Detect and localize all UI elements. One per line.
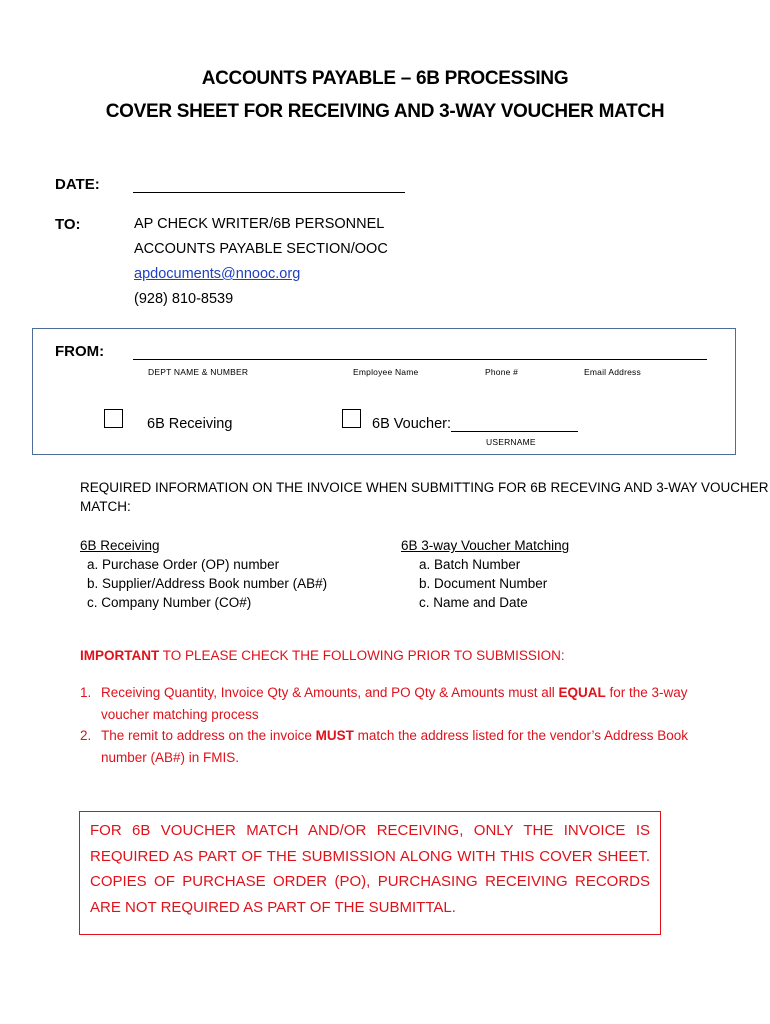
employee-caption: Employee Name [353,367,419,377]
to-phone: (928) 810-8539 [134,291,234,307]
important-rest: TO PLEASE CHECK THE FOLLOWING PRIOR TO SUBMISSION: [159,648,565,663]
item-number: 1. [80,685,92,700]
list-item: b. Supplier/Address Book number (AB#) [87,576,328,591]
important-item-1 [80,682,688,725]
username-field-line[interactable] [451,431,578,432]
receiving-checkbox[interactable] [104,409,123,428]
from-field-line[interactable] [133,359,707,360]
from-section [32,328,736,455]
required-intro-line-1: REQUIRED INFORMATION ON THE INVOICE WHEN SUBMITTING FOR 6B RECEVING AND 3-WAY VOUCHER [80,480,769,495]
important-item-1-emphasis: EQUAL [558,685,606,700]
username-caption: USERNAME [486,437,536,447]
list-item: c. Company Number (CO#) [87,595,252,610]
notice-box [79,811,661,935]
date-field-line[interactable] [133,192,405,193]
to-line-2: ACCOUNTS PAYABLE SECTION/OOC [134,241,388,257]
receiving-heading: 6B Receiving [80,538,160,553]
important-item-2-line-2: number (AB#) in FMIS. [101,749,240,765]
date-label: DATE: [55,176,100,193]
page-title: ACCOUNTS PAYABLE – 6B PROCESSING [201,68,569,89]
important-item-2-text-end: match the address listed for the vendor’s Address Book [353,728,689,743]
email-caption: Email Address [584,367,641,377]
phone-caption: Phone # [485,367,519,377]
notice-text: FOR 6B VOUCHER MATCH AND/OR RECEIVING, ONLY THE INVOICE IS REQUIRED AS PART OF THE SUBMISSION ALONG WITH THIS COVER SHEET. COPIES OF PURCHASE ORDER (PO), PURCHASING RECEIVING RECORDS ARE NOT REQUIRED AS PART OF THE SUBMITTAL. [90,822,650,916]
voucher-requirements [401,536,569,612]
to-line-1: AP CHECK WRITER/6B PERSONNEL [134,216,385,232]
voucher-heading: 6B 3-way Voucher Matching [401,538,570,553]
list-item: a. Batch Number [419,557,521,572]
list-item: b. Document Number [419,576,548,591]
list-item: a. Purchase Order (OP) number [87,557,280,572]
item-number: 2. [80,728,92,743]
important-heading [80,648,565,663]
receiving-checkbox-label: 6B Receiving [147,416,233,432]
to-email-link[interactable]: apdocuments@nnooc.org [134,266,301,282]
important-item-2 [80,725,688,768]
receiving-requirements [80,536,327,612]
important-item-1-line-2: voucher matching process [101,706,259,722]
important-item-1-text-end: for the 3-way [605,685,688,700]
page-subtitle: COVER SHEET FOR RECEIVING AND 3-WAY VOUCHER MATCH [105,101,665,122]
important-lead: IMPORTANT [80,648,160,663]
from-label: FROM: [55,343,105,360]
important-item-2-emphasis: MUST [315,728,354,743]
voucher-checkbox[interactable] [342,409,361,428]
important-item-2-text: The remit to address on the invoice [101,728,316,743]
list-item: c. Name and Date [419,595,528,610]
important-item-1-text: Receiving Quantity, Invoice Qty & Amounts, and PO Qty & Amounts must all [101,685,559,700]
to-label: TO: [55,216,81,233]
voucher-checkbox-label: 6B Voucher: [372,416,451,432]
dept-caption: DEPT NAME & NUMBER [148,367,249,377]
required-intro-line-2: MATCH: [80,499,131,514]
